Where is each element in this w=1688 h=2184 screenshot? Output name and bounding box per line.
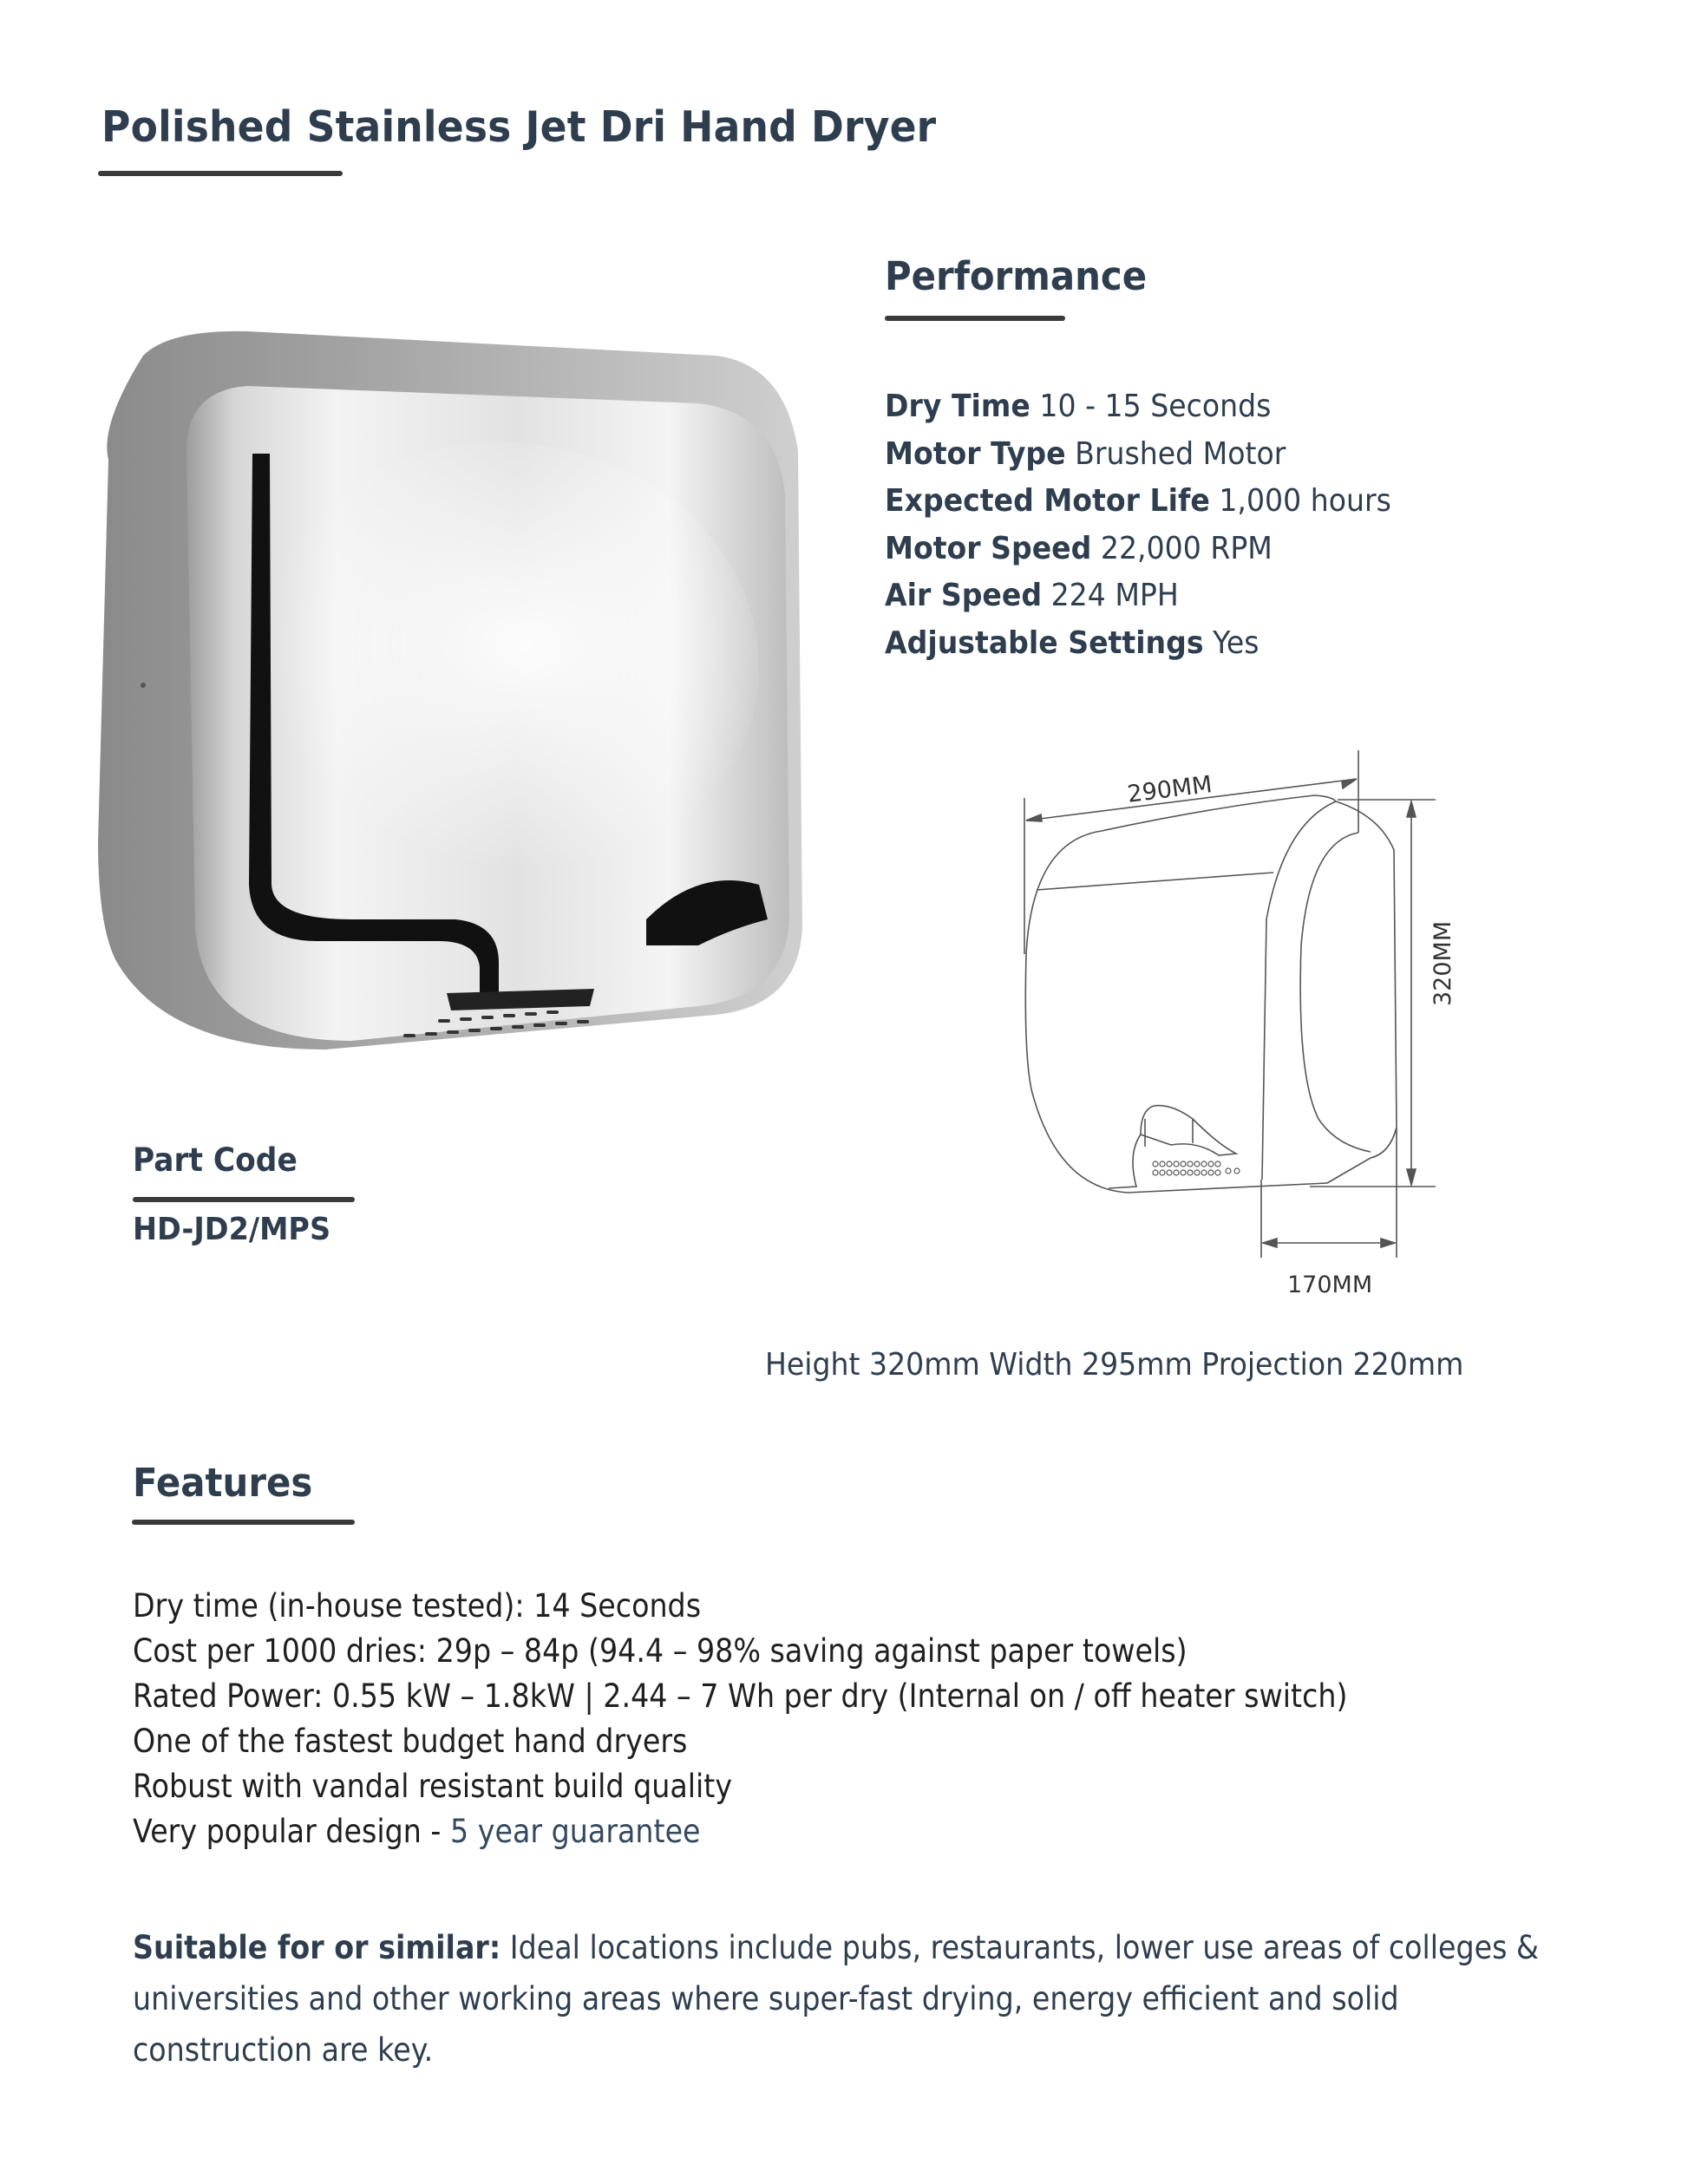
- part-code-underline: [133, 1197, 355, 1202]
- product-photo: [91, 321, 811, 1058]
- spec-row-dry-time: [885, 383, 1391, 431]
- dimension-drawing-icon: [998, 746, 1518, 1336]
- spec-value: 10 - 15 Seconds: [1039, 389, 1272, 424]
- dimensions-caption: Height 320mm Width 295mm Projection 220mm: [765, 1347, 1464, 1383]
- suitable-for-paragraph: [133, 1922, 1554, 2076]
- spec-label: Dry Time: [885, 389, 1030, 424]
- width-label: 290MM: [1125, 771, 1214, 808]
- spec-row-adjustable-settings: [885, 620, 1391, 668]
- part-code-heading: Part Code: [133, 1141, 298, 1179]
- spec-value: 1,000 hours: [1219, 483, 1391, 519]
- spec-value: Brushed Motor: [1075, 435, 1286, 472]
- feature-item: One of the fastest budget hand dryers: [133, 1723, 688, 1760]
- depth-label: 170MM: [1287, 1272, 1373, 1298]
- arrow-left-icon: [1263, 1239, 1277, 1247]
- suitable-for-text: Ideal locations include pubs, restaurants, lower use areas of colleges & universities and other working areas where super-fast drying, energy efficient and solid construction are key.: [133, 1929, 1540, 2069]
- features-underline: [132, 1520, 355, 1525]
- spec-label: Adjustable Settings: [885, 624, 1204, 661]
- spec-row-motor-life: [885, 478, 1391, 526]
- arrow-right-icon: [1381, 1239, 1395, 1247]
- feature-item: Robust with vandal resistant build quality: [133, 1768, 733, 1805]
- performance-spec-list: [885, 383, 1436, 667]
- spec-value: Yes: [1213, 624, 1259, 661]
- performance-heading: Performance: [885, 253, 1148, 299]
- spec-label: Air Speed: [885, 578, 1043, 613]
- suitable-for-label: Suitable for or similar:: [133, 1929, 501, 1966]
- feature-item-guarantee: [133, 1809, 1347, 1854]
- feature-item: Cost per 1000 dries: 29p – 84p (94.4 – 98% saving against paper towels): [133, 1632, 1187, 1670]
- spec-value: 22,000 RPM: [1100, 530, 1273, 566]
- spec-row-air-speed: [885, 572, 1391, 620]
- features-list: [133, 1584, 1482, 1854]
- performance-underline: [885, 316, 1065, 321]
- spec-row-motor-type: [885, 431, 1391, 479]
- feature-text: Very popular design -: [133, 1813, 451, 1850]
- feature-item: Dry time (in-house tested): 14 Seconds: [133, 1587, 702, 1625]
- arrow-down-icon: [1407, 1169, 1416, 1185]
- height-label: 320MM: [1430, 920, 1456, 1006]
- feature-item: Rated Power: 0.55 kW – 1.8kW | 2.44 – 7 Wh per dry (Internal on / off heater switch): [133, 1677, 1348, 1715]
- spec-row-motor-speed: [885, 526, 1391, 573]
- spec-label: Expected Motor Life: [885, 483, 1210, 519]
- spec-value: 224 MPH: [1050, 578, 1179, 613]
- arrow-up-icon: [1407, 801, 1416, 817]
- title-underline: [98, 171, 343, 176]
- dimension-drawing: [998, 746, 1518, 1336]
- features-heading: Features: [133, 1460, 313, 1506]
- spec-label: Motor Speed: [885, 530, 1092, 566]
- hand-dryer-photo-icon: [91, 321, 811, 1058]
- guarantee-link[interactable]: 5 year guarantee: [450, 1813, 701, 1850]
- arrow-left-icon: [1026, 814, 1042, 821]
- spec-label: Motor Type: [885, 435, 1066, 472]
- page-title: Polished Stainless Jet Dri Hand Dryer: [101, 102, 937, 152]
- part-code-value: HD-JD2/MPS: [133, 1212, 331, 1247]
